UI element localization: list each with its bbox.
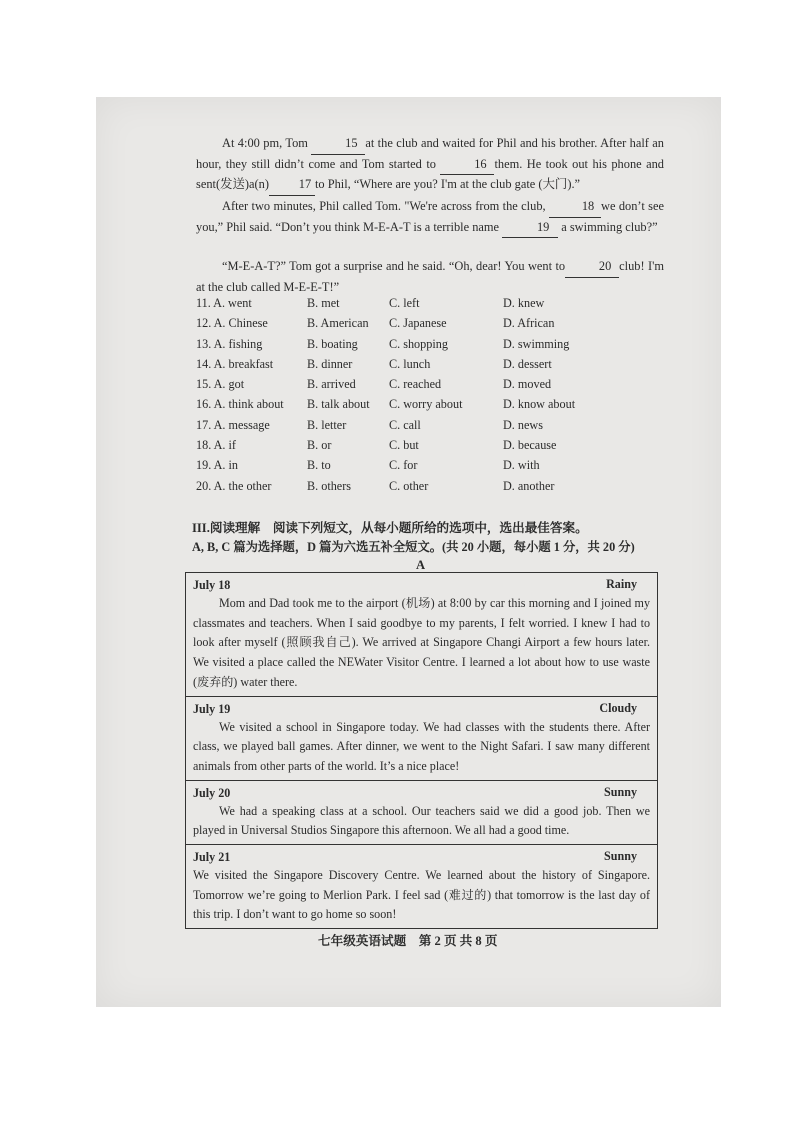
option-row <box>196 458 666 478</box>
option-a: 19. A. in <box>196 458 238 473</box>
entry-text: We visited a school in Singapore today. We had classes with the students there. After class, we played ball games. After dinner, we went to the Night Safari. I saw many different animals from other parts of the world. It’s a nice place! <box>193 719 650 773</box>
option-d: D. African <box>503 316 555 331</box>
option-a: 18. A. if <box>196 438 236 453</box>
option-b: B. talk about <box>307 397 370 412</box>
blank-15: 15 <box>311 134 365 155</box>
diary-entry <box>186 781 657 845</box>
option-row <box>196 296 666 316</box>
option-c: C. for <box>389 458 418 473</box>
option-d: D. know about <box>503 397 576 412</box>
option-d: D. knew <box>503 296 545 310</box>
text: “M-E-A-T?” Tom got a surprise and he said. “Oh, dear! You went to <box>222 259 566 273</box>
option-row <box>196 479 666 499</box>
option-a: 15. A. got <box>196 377 245 392</box>
blank-18: 18 <box>549 197 601 218</box>
option-d: D. moved <box>503 377 552 392</box>
options-list <box>196 296 666 499</box>
option-b: B. letter <box>307 417 347 432</box>
blank-17: 17 <box>269 175 315 196</box>
option-b: B. met <box>307 296 340 310</box>
blank-16: 16 <box>440 155 494 176</box>
page-footer: 七年级英语试题 第 2 页 共 8 页 <box>318 934 498 948</box>
section-instructions: A, B, C 篇为选择题，D 篇为六选五补全短文。(共 20 小题，每小题 1 分，共 20 分) <box>192 540 635 554</box>
option-row <box>196 337 666 357</box>
blank-20: 20 <box>565 257 619 278</box>
option-b: B. American <box>307 316 369 331</box>
option-row <box>196 397 666 417</box>
option-c: C. Japanese <box>389 316 447 331</box>
option-c: C. lunch <box>389 356 431 371</box>
option-a: 11. A. went <box>196 296 252 310</box>
entry-date: July 20 <box>193 785 231 800</box>
text: we don’t see you,” Phil said. “Don’t you think M-E-A-T is a terrible name <box>196 199 664 234</box>
text: at the club and waited for Phil and his brother. After half an hour, they still didn’t come and Tom started to <box>196 136 664 171</box>
passage-label: A <box>416 558 426 572</box>
option-d: D. with <box>503 458 540 473</box>
cloze-paragraph-3 <box>196 257 664 297</box>
option-row <box>196 377 666 397</box>
option-a: 13. A. fishing <box>196 336 263 351</box>
option-c: C. worry about <box>389 397 463 412</box>
option-b: B. boating <box>307 336 358 351</box>
option-c: C. reached <box>389 377 442 392</box>
diary-entry <box>186 845 657 928</box>
diary-entry <box>186 573 657 697</box>
cloze-paragraph-2 <box>196 197 664 238</box>
option-row <box>196 418 666 438</box>
option-row <box>196 357 666 377</box>
text: At 4:00 pm, Tom <box>222 136 312 150</box>
option-b: B. or <box>307 438 332 453</box>
entry-weather: Rainy <box>606 577 637 591</box>
option-b: B. dinner <box>307 356 353 371</box>
option-d: D. because <box>503 438 557 453</box>
diary-table <box>185 572 658 929</box>
text: to Phil, “Where are you? I'm at the club gate (大门).” <box>314 177 581 192</box>
option-a: 14. A. breakfast <box>196 356 274 371</box>
option-b: B. others <box>307 478 352 493</box>
entry-weather: Cloudy <box>599 700 637 715</box>
text: a swimming club?” <box>558 219 658 234</box>
option-b: B. arrived <box>307 377 356 392</box>
cloze-paragraph-1 <box>196 134 664 196</box>
text: club! I'm at the club called M-E-E-T!” <box>196 259 665 294</box>
entry-date: July 21 <box>193 850 231 865</box>
option-c: C. other <box>389 478 429 493</box>
text: them. He took out his phone and sent(发送)a(n) <box>196 156 664 192</box>
option-c: C. call <box>389 417 421 432</box>
option-row <box>196 438 666 458</box>
entry-date: July 18 <box>193 578 231 592</box>
option-d: D. dessert <box>503 356 552 371</box>
option-b: B. to <box>307 458 331 473</box>
option-row <box>196 316 666 336</box>
diary-entry <box>186 697 657 781</box>
option-c: C. left <box>389 296 420 310</box>
section-title: III.阅读理解 阅读下列短文，从每小题所给的选项中，选出最佳答案。 <box>192 521 588 535</box>
option-d: D. news <box>503 417 543 432</box>
entry-weather: Sunny <box>604 849 637 864</box>
entry-text: We visited the Singapore Discovery Centre. We learned about the history of Singapore. Tomorrow we’re going to Merlion Park. I feel sad (难过的) that tomorrow is the last day of this trip. I don’t want to go home so soon! <box>193 868 650 922</box>
blank-19: 19 <box>502 218 558 239</box>
entry-text: Mom and Dad took me to the airport (机场) at 8:00 by car this morning and I joined my classmates and teachers. When I said goodbye to my parents, I felt worried. I knew I had to look after myself (照顾我自己). We arrived at Singapore Changi Airport a few hours later. We visited a place called the NEWater Visitor Centre. I learned a lot about how to use waste (废弃的) water there. <box>193 596 650 689</box>
text: After two minutes, Phil called Tom. "We're across from the club, <box>222 199 550 213</box>
option-a: 16. A. think about <box>196 397 284 412</box>
option-d: D. swimming <box>503 336 570 351</box>
option-a: 17. A. message <box>196 417 270 432</box>
option-a: 20. A. the other <box>196 478 272 493</box>
option-d: D. another <box>503 478 555 493</box>
entry-text: We had a speaking class at a school. Our teachers said we did a good job. Then we played in Universal Studios Singapore this afternoon. We all had a good time. <box>193 803 650 838</box>
entry-weather: Sunny <box>604 784 637 799</box>
option-c: C. shopping <box>389 336 448 351</box>
option-c: C. but <box>389 438 419 453</box>
option-a: 12. A. Chinese <box>196 316 268 331</box>
entry-date: July 19 <box>193 701 231 716</box>
